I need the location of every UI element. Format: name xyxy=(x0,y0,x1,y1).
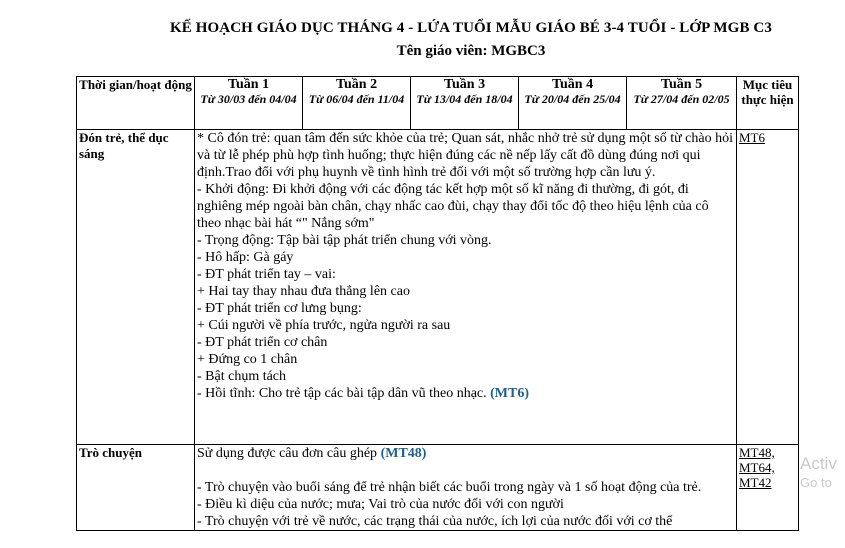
education-plan-table xyxy=(76,76,799,531)
conversation-content xyxy=(195,445,737,531)
content-text: Sử dụng được câu đơn câu ghép xyxy=(197,446,378,461)
week-dates: Từ 13/04 đến 18/04 xyxy=(416,92,513,106)
content-line: - Trò chuyện với trẻ về nước, các trạng thái của nước, ích lợi của nước đối với cơ thể xyxy=(197,514,673,529)
content-line xyxy=(197,445,734,462)
teacher-name: Tên giáo viên: MGBC3 xyxy=(396,43,546,59)
goal-link[interactable]: MT6 xyxy=(739,130,765,145)
goal-code: (MT48) xyxy=(380,446,427,461)
week-name: Tuần 5 xyxy=(660,77,703,92)
content-line: - Hô hấp: Gà gáy xyxy=(197,250,294,265)
header-row xyxy=(77,77,799,130)
content-line: - Trọng động: Tập bài tập phát triển chung với vòng. xyxy=(197,233,492,248)
goal-cell xyxy=(737,445,799,531)
goal-code: (MT6) xyxy=(490,386,530,401)
week-5-header xyxy=(627,77,737,130)
goal-cell xyxy=(737,130,799,445)
week-2-header xyxy=(303,77,411,130)
goal-header: Mục tiêu thực hiện xyxy=(737,77,799,130)
week-name: Tuần 3 xyxy=(443,77,486,92)
content-line: - ĐT phát triển cơ lưng bụng: xyxy=(197,301,362,316)
morning-exercise-row xyxy=(77,130,799,445)
content-line: - ĐT phát triển tay – vai: xyxy=(197,267,336,282)
content-line: + Hai tay thay nhau đưa thẳng lên cao xyxy=(197,284,410,299)
row-label: Trò chuyện xyxy=(77,445,195,531)
week-1-header xyxy=(195,77,303,130)
content-line xyxy=(197,385,734,402)
goal-link[interactable]: MT64, xyxy=(739,460,775,475)
week-name: Tuần 4 xyxy=(551,77,594,92)
content-line: - Trò chuyện vào buổi sáng để trẻ nhận biết các buổi trong ngày và 1 số hoạt động của trẻ. xyxy=(197,480,702,495)
week-name: Tuần 2 xyxy=(335,77,378,92)
week-dates: Từ 20/04 đến 25/04 xyxy=(524,92,621,106)
content-text: - Hồi tĩnh: Cho trẻ tập các bài tập dân vũ theo nhạc. xyxy=(197,386,487,401)
goal-link[interactable]: MT42 xyxy=(739,475,772,490)
content-line: - Bật chụm tách xyxy=(197,369,287,384)
morning-exercise-content xyxy=(195,130,737,445)
content-line: - Điều kì diệu của nước; mưa; Vai trò của nước đối với con người xyxy=(197,497,564,512)
activate-windows-watermark xyxy=(800,453,837,491)
content-line: + Cúi người về phía trước, ngửa người ra sau xyxy=(197,318,451,333)
content-line: - ĐT phát triển cơ chân xyxy=(197,335,328,350)
row-label: Đón trẻ, thể dục sáng xyxy=(77,130,195,445)
week-dates: Từ 06/04 đến 11/04 xyxy=(308,92,405,106)
content-line: * Cô đón trẻ: quan tâm đến sức khỏe của trẻ; Quan sát, nhắc nhở trẻ sử dụng một số từ chào hỏi và từ lễ phép phù hợp tình huống; thực hiện đúng các nề nếp lấy cất đồ dùng đúng nơi qui định.Trao đổi với phụ huynh về tình hình trẻ đối với một số trường hợp cần lưu ý. xyxy=(197,131,733,180)
watermark-line: Activ xyxy=(800,454,837,473)
week-name: Tuần 1 xyxy=(227,77,270,92)
watermark-line: Go to xyxy=(800,475,832,490)
plan-title: KẾ HOẠCH GIÁO DỤC THÁNG 4 - LỨA TUỔI MẪU GIÁO BÉ 3-4 TUỔI - LỚP MGB C3 xyxy=(170,20,772,36)
time-activity-header: Thời gian/hoạt động xyxy=(77,77,195,130)
content-line: + Đứng co 1 chân xyxy=(197,352,298,367)
week-4-header xyxy=(519,77,627,130)
content-line: - Khởi động: Đi khởi động với các động tác kết hợp một số kĩ năng đi thường, đi gót, đi nghiêng mép ngoài bàn chân, chạy nhấc cao đùi, chạy thay đổi tốc độ theo hiệu lệnh của cô theo nhạc bài hát “" Nắng sớm" xyxy=(197,182,709,231)
goal-link[interactable]: MT48, xyxy=(739,445,775,460)
week-dates: Từ 30/03 đến 04/04 xyxy=(200,92,297,106)
conversation-row xyxy=(77,445,799,531)
week-3-header xyxy=(411,77,519,130)
week-dates: Từ 27/04 đến 02/05 xyxy=(633,92,730,106)
